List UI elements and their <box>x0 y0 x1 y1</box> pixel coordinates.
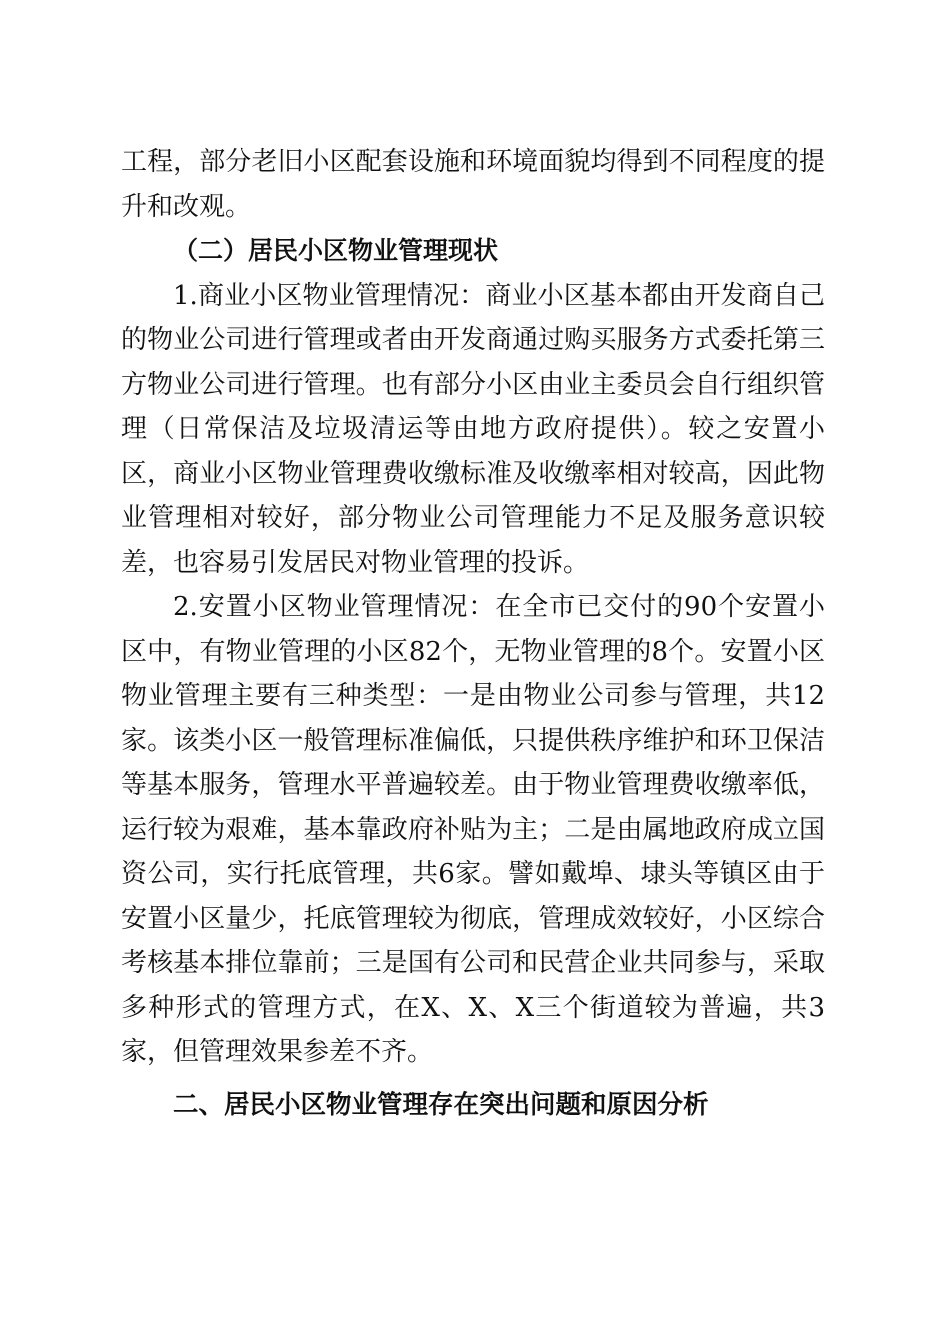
paragraph-resettlement-communities: 2.安置小区物业管理情况：在全市已交付的90个安置小区中，有物业管理的小区82个，无物业管理的8个。安置小区物业管理主要有三种类型：一是由物业公司参与管理，共12家。该类小区一般管理标准偏低，只提供秩序维护和环卫保洁等基本服务，管理水平普遍较差。由于物业管理费收缴率低，运行较为艰难，基本靠政府补贴为主；二是由属地政府成立国资公司，实行托底管理，共6家。譬如戴埠、埭头等镇区由于安置小区量少，托底管理较为彻底，管理成效较好，小区综合考核基本排位靠前；三是国有公司和民营企业共同参与，采取多种形式的管理方式，在X、X、X三个街道较为普遍，共3家，但管理效果参差不齐。 <box>121 592 825 1067</box>
document-page <box>121 140 825 1127</box>
paragraph-commercial-communities: 1.商业小区物业管理情况：商业小区基本都由开发商自己的物业公司进行管理或者由开发商通过购买服务方式委托第三方物业公司进行管理。也有部分小区由业主委员会自行组织管理（日常保洁及垃圾清运等由地方政府提供）。较之安置小区，商业小区物业管理费收缴标准及收缴率相对较高，因此物业管理相对较好，部分物业公司管理能力不足及服务意识较差，也容易引发居民对物业管理的投诉。 <box>121 280 825 578</box>
subsection-title: （二）居民小区物业管理现状 <box>173 236 499 265</box>
section-title: 二、居民小区物业管理存在突出问题和原因分析 <box>173 1089 709 1120</box>
continuation-paragraph: 工程，部分老旧小区配套设施和环境面貌均得到不同程度的提升和改观。 <box>121 147 825 222</box>
